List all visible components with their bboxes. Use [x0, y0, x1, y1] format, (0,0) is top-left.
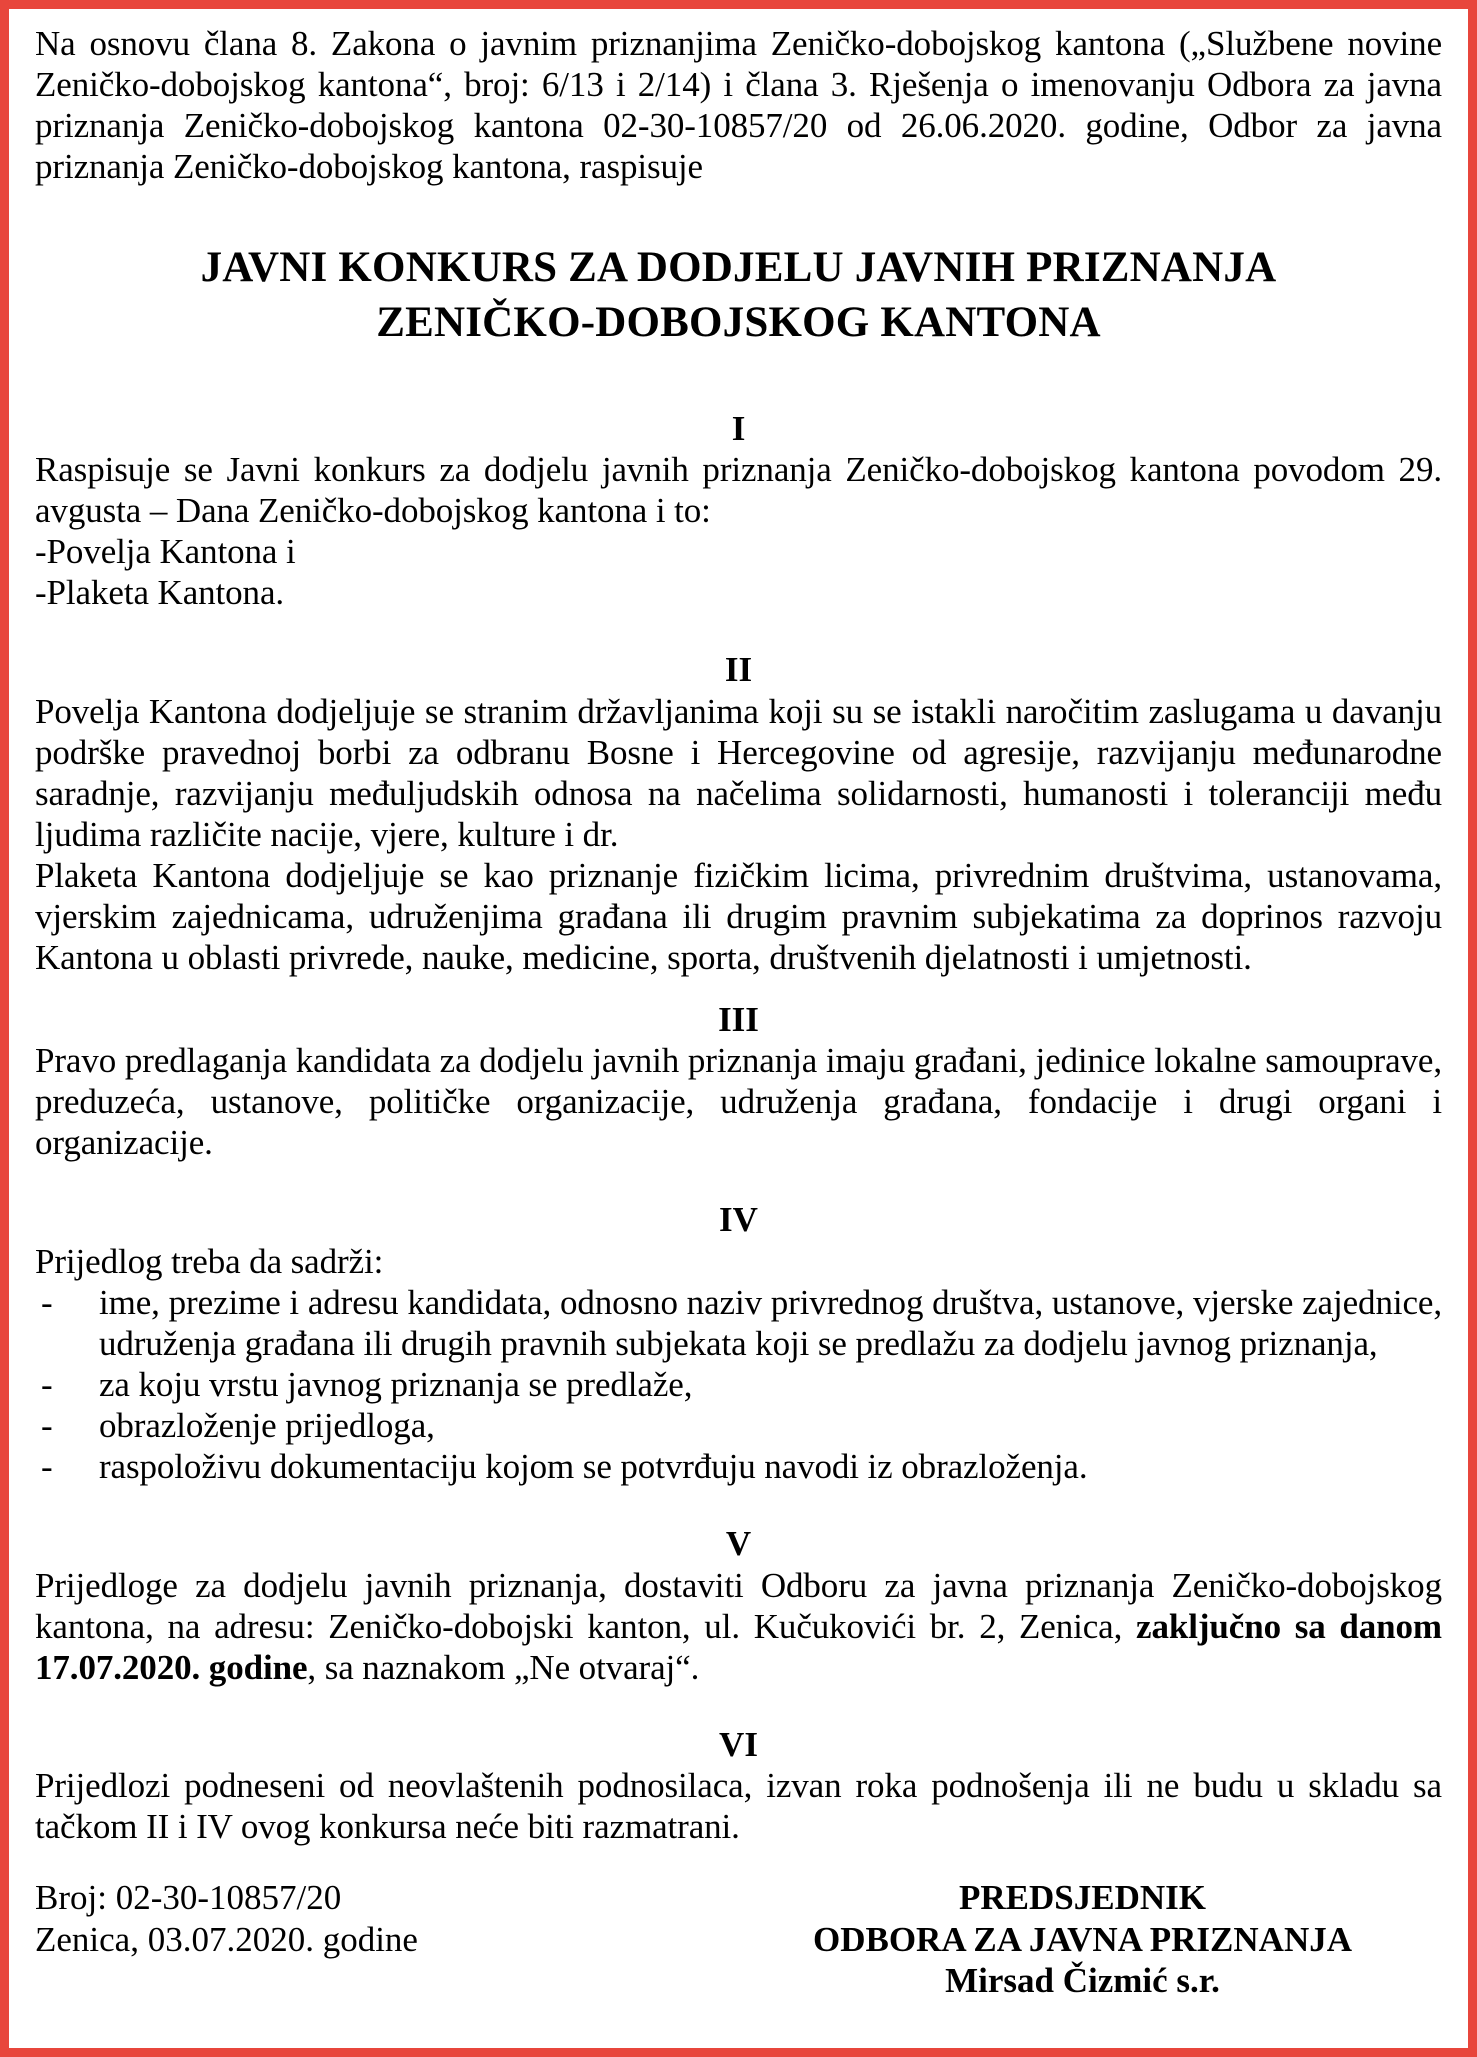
list-item — [35, 1446, 1442, 1487]
list-item-text: raspoloživu dokumentaciju kojom se potvrđuju navodi iz obrazloženja. — [99, 1447, 1088, 1487]
spacer — [35, 1487, 1442, 1523]
section-numeral-ii: II — [724, 650, 753, 690]
footer-left-block — [35, 1877, 418, 1959]
list-item-text: za koju vrstu javnog priznanja se predlaže, — [99, 1364, 693, 1404]
intro-paragraph: Na osnovu člana 8. Zakona o javnim priznanjima Zeničko-dobojskog kantona („Službene novine Zeničko-dobojskog kantona“, broj: 6/13 i 2/14) i člana 3. Rješenja o imenovanju Odbora za javna priznanja Zeničko-dobojskog kantona 02-30-10857/20 od 26.06.2020. godine, Odbor za javna priznanja Zeničko-dobojskog kantona, raspisuje — [35, 24, 1442, 187]
section-v-text-part-2: , sa naznakom „Ne otvaraj“. — [307, 1647, 700, 1687]
title-line-1: JAVNI KONKURS ZA DODJELU JAVNIH PRIZNANJA — [200, 243, 1277, 291]
list-item — [35, 1282, 1442, 1364]
place-and-date: Zenica, 03.07.2020. godine — [35, 1919, 418, 1959]
page-title — [35, 240, 1442, 350]
signer-title-line-1: PREDSJEDNIK — [959, 1878, 1206, 1918]
section-vi-paragraph: Prijedlozi podneseni od neovlaštenih podnosilaca, izvan roka podnošenja ili ne budu u skladu sa tačkom II i IV ovog konkursa neće biti razmatrani. — [35, 1766, 1442, 1847]
section-i-item-2: -Plaketa Kantona. — [35, 573, 285, 613]
section-ii-paragraph-1: Povelja Kantona dodjeljuje se stranim državljanima koji su se istakli naročitim zaslugama u davanju podrške pravednoj borbi za odbranu Bosne i Hercegovine od agresije, razvijanju međunarodne saradnje, razvijanju međuljudskih odnosa na načelima solidarnosti, humanosti i toleranciji među ljudima različite nacije, vjere, kulture i dr. — [35, 691, 1442, 855]
spacer — [35, 1688, 1442, 1724]
section-v-paragraph — [35, 1565, 1442, 1688]
section-i-item-1: -Povelja Kantona i — [35, 532, 296, 572]
section-i-paragraph: Raspisuje se Javni konkurs za dodjelu javnih priznanja Zeničko-dobojskog kantona povodom 29. avgusta – Dana Zeničko-dobojskog kantona i to: — [35, 449, 1442, 530]
section-iv-lead: Prijedlog treba da sadrži: — [35, 1241, 384, 1281]
document-body — [9, 9, 1468, 2048]
section-numeral-iv: IV — [719, 1200, 758, 1240]
section-v-text-part-1: Prijedloge za dodjelu javnih priznanja, dostaviti Odboru za javna priznanja Zeničko-dobojskog kantona, na adresu: Zeničko-dobojski kanton, ul. Kučukovići br. 2, Zenica, — [35, 1565, 1442, 1646]
section-iii-paragraph: Pravo predlaganja kandidata za dodjelu javnih priznanja imaju građani, jedinice lokalne samouprave, preduzeća, ustanove, političke organizacije, udruženja građana, fondacije i drugi organi i organizacije. — [35, 1040, 1442, 1163]
spacer — [35, 350, 1442, 408]
section-v-deadline: zaključno sa danom 17.07.2020. godine — [35, 1606, 1442, 1687]
signature-block — [813, 1877, 1442, 2000]
title-line-2: ZENIČKO-DOBOJSKOG KANTONA — [376, 298, 1101, 346]
spacer — [35, 1163, 1442, 1199]
list-item-text: obrazloženje prijedloga, — [99, 1406, 435, 1445]
section-ii-paragraph-2: Plaketa Kantona dodjeljuje se kao priznanje fizičkim licima, privrednim društvima, ustanovama, vjerskim zajednicama, udruženjima građana ili drugim pravnim subjekatima za doprinos razvoju Kantona u oblasti privrede, nauke, medicine, sporta, društvenih djelatnosti i umjetnosti. — [35, 856, 1442, 978]
list-item-text: ime, prezime i adresu kandidata, odnosno naziv privrednog društva, ustanove, vjerske zajednice, udruženja građana ili drugih pravnih subjekata koji se predlažu za dodjelu javnog priznanja, — [99, 1282, 1442, 1363]
section-iv-list — [35, 1282, 1442, 1488]
bullet-dash-icon: - — [41, 1364, 53, 1404]
bullet-dash-icon: - — [41, 1282, 53, 1322]
section-numeral-i: I — [731, 408, 746, 448]
spacer — [35, 613, 1442, 649]
signer-title-line-2: ODBORA ZA JAVNA PRIZNANJA — [812, 1919, 1352, 1959]
list-item — [35, 1405, 1442, 1446]
document-footer — [35, 1877, 1442, 2000]
section-numeral-vi: VI — [719, 1724, 758, 1764]
bullet-dash-icon: - — [41, 1406, 53, 1445]
spacer — [35, 979, 1442, 999]
bullet-dash-icon: - — [41, 1447, 53, 1487]
reference-number: Broj: 02-30-10857/20 — [35, 1878, 342, 1918]
section-numeral-iii: III — [718, 999, 759, 1039]
list-item — [35, 1364, 1442, 1405]
signer-name: Mirsad Čizmić s.r. — [945, 1960, 1220, 2000]
section-numeral-v: V — [725, 1524, 752, 1564]
